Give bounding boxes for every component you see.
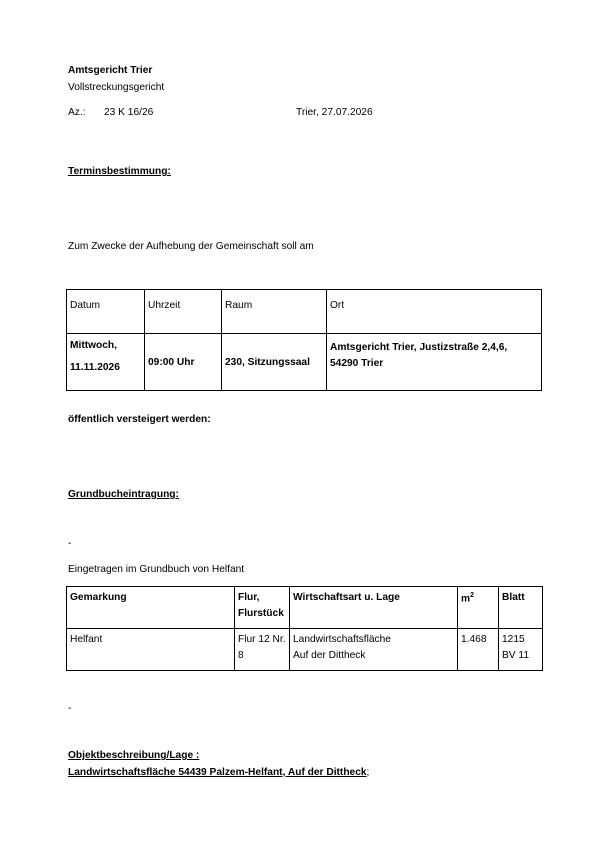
auction-text: öffentlich versteigert werden: [68, 414, 211, 425]
termin-heading: Terminsbestimmung: [68, 166, 171, 177]
parcel-blatt-line2: BV 11 [502, 650, 529, 662]
schedule-header-room: Raum [222, 290, 327, 334]
parcel-blatt-line1: 1215 [502, 634, 525, 645]
place-date: Trier, 27.07.2026 [296, 107, 373, 118]
objekt-suffix: ; [366, 767, 370, 778]
parcel-area: 1.468 [458, 629, 499, 671]
schedule-location-line1: Amtsgericht Trier, Justizstraße 2,4,6, [330, 342, 508, 353]
schedule-time: 09:00 Uhr [145, 334, 222, 391]
objekt-line [68, 767, 369, 780]
grundbuch-heading: Grundbucheintragung: [68, 489, 179, 500]
schedule-header-row [67, 290, 542, 334]
file-number: 23 K 16/26 [104, 107, 154, 118]
parcel-art-line2: Auf der Dittheck [293, 650, 366, 662]
schedule-date-cell [67, 334, 145, 391]
parcel-art-line1: Landwirtschaftsfläche [293, 634, 391, 645]
separator-dash-2: - [68, 703, 72, 714]
court-department: Vollstreckungsgericht [68, 82, 165, 93]
parcel-header-area-sup: 2 [470, 592, 474, 599]
schedule-table [66, 289, 542, 391]
schedule-location-line2: 54290 Trier [330, 358, 384, 369]
parcel-flur-line2: 8 [238, 650, 244, 662]
schedule-header-date: Datum [67, 290, 145, 334]
parcel-art-cell [290, 629, 458, 671]
parcel-flur-cell [235, 629, 290, 671]
court-name: Amtsgericht Trier [68, 65, 153, 76]
schedule-header-location: Ort [327, 290, 542, 334]
intro-text: Zum Zwecke der Aufhebung der Gemeinschaft soll am [68, 241, 314, 252]
parcel-header-area [458, 587, 499, 629]
parcel-header-flur-line2: Flurstück [238, 608, 284, 620]
parcel-header-row [67, 587, 543, 629]
schedule-day: Mittwoch, [70, 340, 117, 351]
parcel-row [67, 629, 543, 671]
grundbuch-text: Eingetragen im Grundbuch von Helfant [68, 564, 245, 575]
objekt-text: Landwirtschaftsfläche 54439 Palzem-Helfant, Auf der Dittheck [68, 767, 367, 778]
objekt-heading: Objektbeschreibung/Lage : [68, 750, 200, 761]
schedule-location-cell [327, 334, 542, 391]
separator-dash-1: - [68, 538, 72, 549]
parcel-header-gemarkung: Gemarkung [67, 587, 235, 629]
parcel-gemarkung: Helfant [67, 629, 235, 671]
parcel-header-blatt: Blatt [499, 587, 543, 629]
parcel-flur-line1: Flur 12 Nr. [238, 634, 286, 645]
schedule-date: 11.11.2026 [70, 362, 120, 373]
parcel-blatt-cell [499, 629, 543, 671]
parcel-header-flur-line1: Flur, [238, 592, 260, 603]
parcel-table [66, 586, 543, 671]
file-number-label: Az.: [68, 107, 86, 118]
parcel-header-flur [235, 587, 290, 629]
schedule-room: 230, Sitzungssaal [222, 334, 327, 391]
schedule-header-time: Uhrzeit [145, 290, 222, 334]
parcel-header-area-unit: m [461, 593, 471, 605]
schedule-row [67, 334, 542, 391]
parcel-header-wirtschaftsart: Wirtschaftsart u. Lage [290, 587, 458, 629]
